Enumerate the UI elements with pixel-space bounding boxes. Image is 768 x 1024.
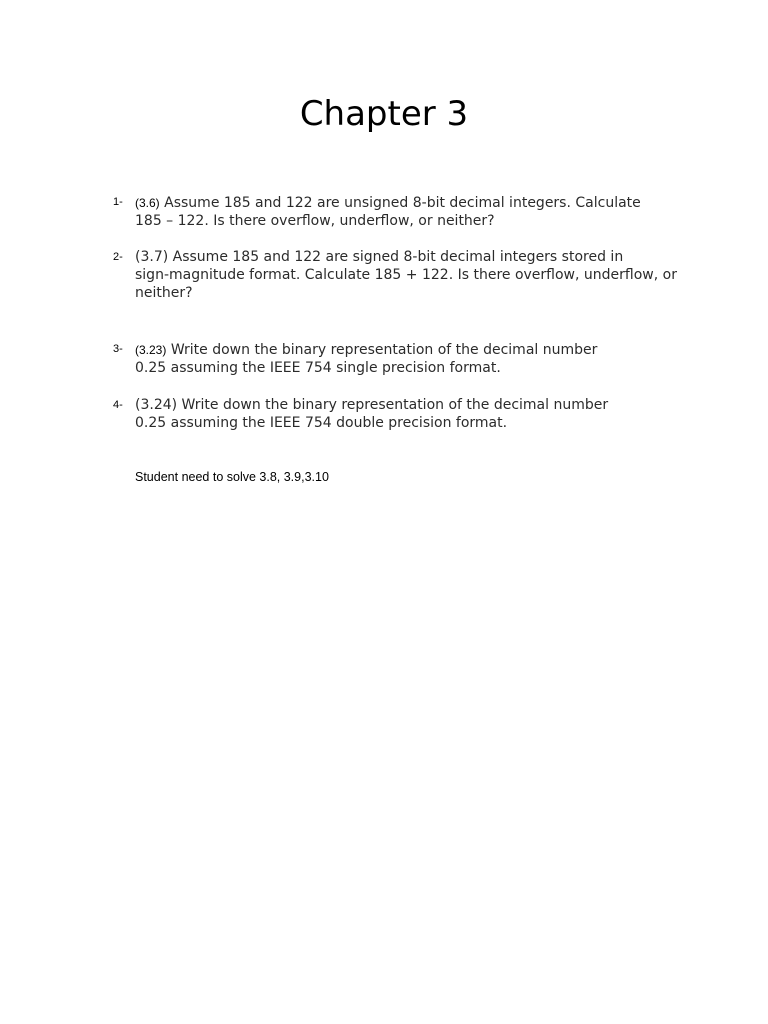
question-line-text: Write down the binary representation of the decimal number — [170, 342, 598, 358]
question-number: 2- — [113, 251, 123, 263]
question-text — [135, 194, 695, 230]
student-note: Student need to solve 3.8, 3.9,3.10 — [135, 470, 329, 484]
question-ref: (3.23) — [135, 343, 167, 357]
question-line-text: Assume 185 and 122 are unsigned 8-bit decimal integers. Calculate — [164, 195, 641, 211]
question-text — [135, 248, 695, 302]
question-number: 4- — [113, 399, 123, 411]
question-line: 185 – 122. Is there overflow, underflow, or neither? — [135, 213, 495, 229]
question-text — [135, 396, 695, 432]
question-line: 0.25 assuming the IEEE 754 single precision format. — [135, 360, 501, 376]
page-title: Chapter 3 — [299, 94, 469, 134]
question-line: neither? — [135, 285, 193, 301]
question-line: (3.7) Assume 185 and 122 are signed 8-bit decimal integers stored in — [135, 249, 624, 265]
question-number: 3- — [113, 343, 123, 355]
question-number: 1- — [113, 196, 123, 208]
question-text — [135, 341, 695, 377]
question-line: sign-magnitude format. Calculate 185 + 122. Is there overflow, underflow, or — [135, 267, 677, 283]
question-ref: (3.6) — [135, 196, 160, 210]
question-line — [135, 341, 695, 359]
question-line: 0.25 assuming the IEEE 754 double precision format. — [135, 415, 508, 431]
question-line — [135, 194, 695, 212]
question-line: (3.24) Write down the binary representation of the decimal number — [135, 397, 609, 413]
